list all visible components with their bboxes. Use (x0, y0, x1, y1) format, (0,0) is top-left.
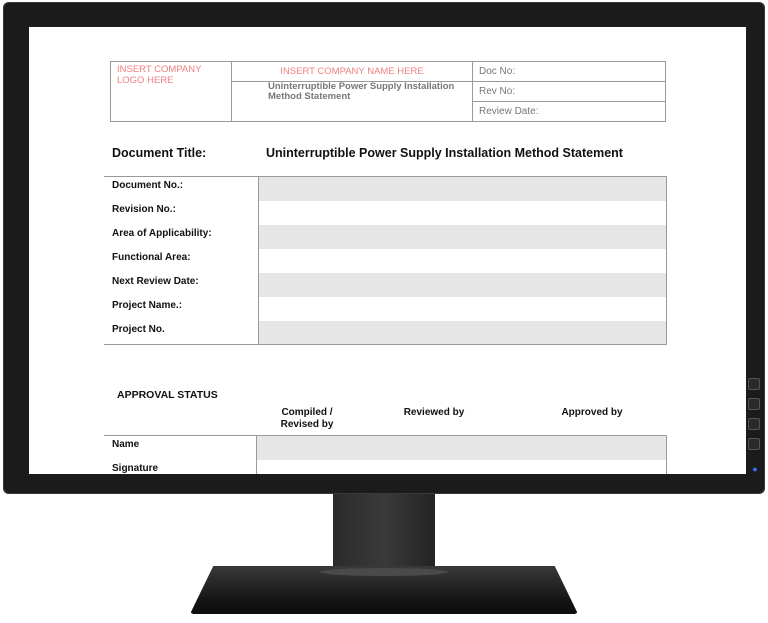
approval-name-cell[interactable] (256, 436, 667, 460)
monitor-button[interactable] (748, 418, 760, 430)
field-label: Functional Area: (104, 249, 258, 273)
approval-row-label: Name (104, 436, 256, 460)
info-row (104, 177, 667, 201)
monitor-stand-joint (320, 568, 448, 576)
approval-table (104, 435, 667, 474)
field-label: Project No. (104, 321, 258, 345)
field-value[interactable] (258, 249, 667, 273)
approval-status-heading: APPROVAL STATUS (117, 389, 218, 401)
monitor-button[interactable] (748, 378, 760, 390)
field-label: Area of Applicability: (104, 225, 258, 249)
approved-by-header: Approved by (561, 407, 623, 418)
monitor-button[interactable] (748, 398, 760, 410)
document-title-value: Uninterruptible Power Supply Installation Method Statement (266, 146, 623, 160)
info-row (104, 297, 667, 321)
document-header-table (110, 61, 666, 122)
field-label: Project Name.: (104, 297, 258, 321)
field-value[interactable] (258, 297, 667, 321)
company-name-placeholder: INSERT COMPANY NAME HERE (232, 62, 473, 82)
field-label: Revision No.: (104, 201, 258, 225)
info-row (104, 273, 667, 297)
rev-no-label: Rev No: (473, 82, 666, 102)
field-value[interactable] (258, 201, 667, 225)
field-value[interactable] (258, 273, 667, 297)
info-row (104, 249, 667, 273)
info-row (104, 201, 667, 225)
review-date-label: Review Date: (473, 102, 666, 122)
info-row (104, 225, 667, 249)
info-row (104, 321, 667, 345)
approval-row (104, 436, 667, 460)
monitor-button[interactable] (748, 438, 760, 450)
doc-no-label: Doc No: (473, 62, 666, 82)
power-led-icon[interactable]: ● (752, 464, 758, 474)
field-value[interactable] (258, 225, 667, 249)
reviewed-by-header: Reviewed by (403, 407, 465, 418)
approval-signature-cell[interactable] (256, 460, 667, 475)
field-label: Next Review Date: (104, 273, 258, 297)
document-title-label: Document Title: (112, 146, 207, 160)
approval-row (104, 460, 667, 475)
field-value[interactable] (258, 321, 667, 345)
company-logo-placeholder: INSERT COMPANY LOGO HERE (111, 62, 232, 122)
compiled-revised-by-header: Compiled / Revised by (280, 407, 334, 430)
field-value[interactable] (258, 177, 667, 201)
monitor-frame (3, 2, 765, 494)
field-label: Document No.: (104, 177, 258, 201)
monitor-screen (29, 27, 746, 474)
approval-row-label: Signature (104, 460, 256, 475)
document-info-table (104, 176, 667, 345)
header-subtitle: Uninterruptible Power Supply Installation Method Statement (232, 82, 473, 122)
